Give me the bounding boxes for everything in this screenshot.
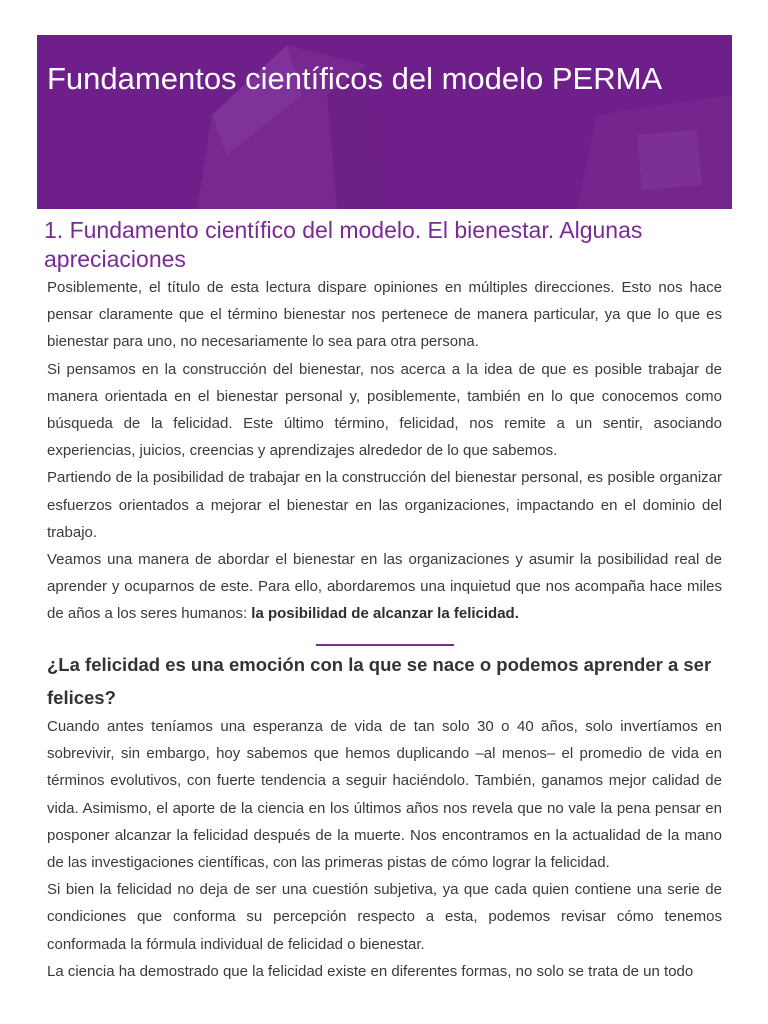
paragraph: Si bien la felicidad no deja de ser una cuestión subjetiva, ya que cada quien contiene una serie de condiciones que conforma su percepción respecto a esta, podemos revisar cómo tenemos conformada la fórmula individual de felicidad o bienestar. — [47, 881, 722, 953]
paragraph: Cuando antes teníamos una esperanza de vida de tan solo 30 o 40 años, solo invertíamos en sobrevivir, sin embargo, hoy sabemos que hemos duplicando –al menos– el promedio de vida en términos evolutivos, con fuerte tendencia a seguir haciéndolo. También, ganamos mejor calidad de vida. Asimismo, el aporte de la ciencia en los últimos años nos revela que no vale la pena pensar en posponer alcanzar la felicidad después de la muerte. Nos encontramos en la actualidad de la mano de las investigaciones científicas, con las primeras pistas de cómo lograr la felicidad. — [47, 718, 722, 872]
emphasis-text: la posibilidad de alcanzar la felicidad. — [251, 605, 519, 623]
question-heading: ¿La felicidad es una emoción con la que se nace o podemos aprender a ser felices? — [47, 654, 712, 708]
section-title: 1. Fundamento científico del modelo. El bienestar. Algunas apreciaciones — [44, 217, 643, 272]
question-body — [47, 713, 722, 985]
paragraph — [47, 546, 722, 628]
paragraph: Partiendo de la posibilidad de trabajar en la construcción del bienestar personal, es posible organizar esfuerzos orientados a mejorar el bienestar en las organizaciones, impactando en el dominio del trabajo. — [47, 469, 722, 541]
section-body — [47, 274, 722, 628]
paragraph: La ciencia ha demostrado que la felicidad existe en diferentes formas, no solo se trata de un todo — [47, 962, 694, 980]
paragraph: Posiblemente, el título de esta lectura dispare opiniones en múltiples direcciones. Esto nos hace pensar claramente que el término bienestar nos pertenece de manera particular, ya que lo que es bienestar para uno, no necesariamente lo sea para otra persona. — [47, 279, 722, 351]
page-title: Fundamentos científicos del modelo PERMA — [47, 61, 663, 96]
header-banner — [37, 35, 732, 209]
divider — [316, 644, 454, 646]
paragraph-text: Veamos una manera de abordar el bienestar en las organizaciones y asumir la posibilidad real de aprender y ocuparnos de este. Para ello, abordaremos una inquietud que nos acompaña hace miles de años a los seres humanos: — [47, 551, 722, 623]
paragraph: Si pensamos en la construcción del bienestar, nos acerca a la idea de que es posible trabajar de manera orientada en el bienestar personal y, posiblemente, también en lo que conocemos como búsqueda de la felicidad. Este último término, felicidad, nos remite a un sentir, asociando experiencias, juicios, creencias y aprendizajes alrededor de lo que sabemos. — [47, 360, 722, 460]
